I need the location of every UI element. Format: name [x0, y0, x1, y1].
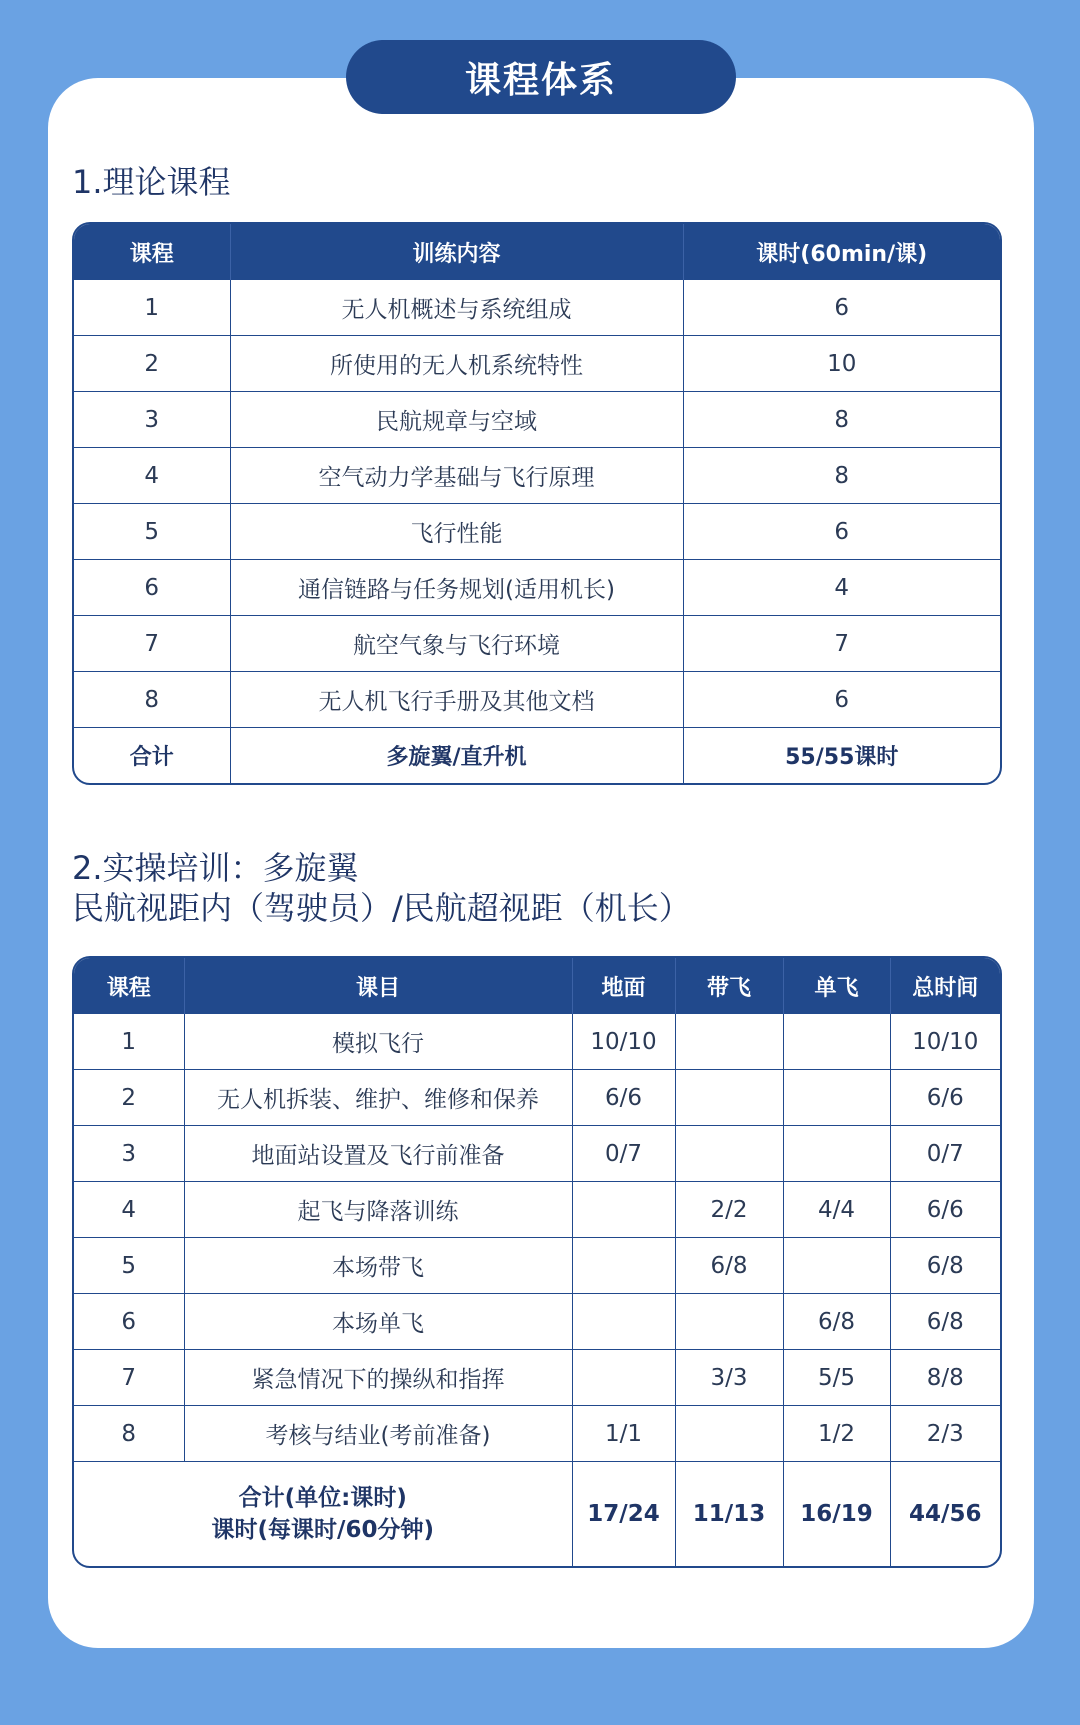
table-row	[74, 560, 1000, 616]
table-row	[74, 448, 1000, 504]
header-ground: 地面	[572, 958, 675, 1014]
cell-course-number: 2	[74, 336, 230, 392]
cell-subject: 地面站设置及飞行前准备	[184, 1126, 572, 1182]
cell-hours: 10	[683, 336, 1000, 392]
cell-total-time: 8/8	[890, 1350, 1000, 1406]
cell-training-content: 航空气象与飞行环境	[230, 616, 683, 672]
cell-total-time: 0/7	[890, 1126, 1000, 1182]
cell-hours: 4	[683, 560, 1000, 616]
cell-training-content: 无人机概述与系统组成	[230, 280, 683, 336]
header-hours: 课时(60min/课)	[683, 224, 1000, 280]
cell-hours: 8	[683, 448, 1000, 504]
cell-total-time: 2/3	[890, 1406, 1000, 1462]
cell-course-number: 4	[74, 1182, 184, 1238]
cell-course-number: 4	[74, 448, 230, 504]
cell-dual-flight	[675, 1070, 783, 1126]
cell-training-content: 空气动力学基础与飞行原理	[230, 448, 683, 504]
cell-course-number: 3	[74, 1126, 184, 1182]
total-label-line2: 课时(每课时/60分钟)	[211, 1517, 434, 1543]
cell-ground: 0/7	[572, 1126, 675, 1182]
table-row	[74, 336, 1000, 392]
header-total-time: 总时间	[890, 958, 1000, 1014]
cell-dual-flight	[675, 1014, 783, 1070]
cell-course-number: 8	[74, 1406, 184, 1462]
total-label	[74, 1462, 572, 1567]
section2-heading: 2.实操培训：多旋翼	[72, 849, 359, 887]
cell-subject: 起飞与降落训练	[184, 1182, 572, 1238]
cell-solo-flight: 4/4	[783, 1182, 890, 1238]
total-type: 多旋翼/直升机	[230, 728, 683, 784]
cell-course-number: 5	[74, 1238, 184, 1294]
table-row	[74, 1182, 1000, 1238]
cell-subject: 本场带飞	[184, 1238, 572, 1294]
header-content: 训练内容	[230, 224, 683, 280]
cell-solo-flight	[783, 1238, 890, 1294]
cell-course-number: 8	[74, 672, 230, 728]
practical-training-table	[72, 956, 1002, 1568]
cell-training-content: 所使用的无人机系统特性	[230, 336, 683, 392]
cell-ground: 10/10	[572, 1014, 675, 1070]
theory-course-table	[72, 222, 1002, 785]
cell-solo-flight: 5/5	[783, 1350, 890, 1406]
cell-subject: 无人机拆装、维护、维修和保养	[184, 1070, 572, 1126]
cell-dual-flight: 6/8	[675, 1238, 783, 1294]
cell-dual-flight	[675, 1406, 783, 1462]
cell-ground: 1/1	[572, 1406, 675, 1462]
cell-total-time: 6/6	[890, 1182, 1000, 1238]
cell-ground: 6/6	[572, 1070, 675, 1126]
table-row	[74, 1014, 1000, 1070]
table-row	[74, 504, 1000, 560]
cell-hours: 6	[683, 504, 1000, 560]
header-solo-flight: 单飞	[783, 958, 890, 1014]
table-row	[74, 1070, 1000, 1126]
header-course: 课程	[74, 224, 230, 280]
total-dual-flight: 11/13	[675, 1462, 783, 1567]
table-row	[74, 1126, 1000, 1182]
cell-dual-flight: 3/3	[675, 1350, 783, 1406]
cell-ground	[572, 1182, 675, 1238]
cell-dual-flight: 2/2	[675, 1182, 783, 1238]
header-dual-flight: 带飞	[675, 958, 783, 1014]
total-row	[74, 1462, 1000, 1567]
cell-solo-flight	[783, 1014, 890, 1070]
cell-hours: 8	[683, 392, 1000, 448]
cell-course-number: 6	[74, 1294, 184, 1350]
cell-ground	[572, 1294, 675, 1350]
table-row	[74, 616, 1000, 672]
cell-solo-flight: 1/2	[783, 1406, 890, 1462]
table-header-row	[74, 224, 1000, 280]
cell-hours: 6	[683, 280, 1000, 336]
cell-subject: 本场单飞	[184, 1294, 572, 1350]
cell-solo-flight	[783, 1126, 890, 1182]
cell-course-number: 1	[74, 1014, 184, 1070]
cell-course-number: 2	[74, 1070, 184, 1126]
cell-total-time: 10/10	[890, 1014, 1000, 1070]
table-row	[74, 1294, 1000, 1350]
cell-subject: 考核与结业(考前准备)	[184, 1406, 572, 1462]
cell-dual-flight	[675, 1294, 783, 1350]
cell-total-time: 6/8	[890, 1294, 1000, 1350]
section2-subheading: 民航视距内（驾驶员）/民航超视距（机长）	[72, 889, 691, 927]
table-row	[74, 1350, 1000, 1406]
cell-subject: 模拟飞行	[184, 1014, 572, 1070]
cell-total-time: 6/8	[890, 1238, 1000, 1294]
total-ground: 17/24	[572, 1462, 675, 1567]
cell-course-number: 3	[74, 392, 230, 448]
cell-training-content: 通信链路与任务规划(适用机长)	[230, 560, 683, 616]
total-label-line1: 合计(单位:课时)	[238, 1485, 407, 1511]
table-row	[74, 280, 1000, 336]
cell-course-number: 5	[74, 504, 230, 560]
cell-course-number: 7	[74, 616, 230, 672]
cell-dual-flight	[675, 1126, 783, 1182]
table-row	[74, 392, 1000, 448]
total-label: 合计	[74, 728, 230, 784]
total-hours: 55/55课时	[785, 745, 899, 770]
cell-subject: 紧急情况下的操纵和指挥	[184, 1350, 572, 1406]
total-solo-flight: 16/19	[783, 1462, 890, 1567]
cell-training-content: 民航规章与空域	[230, 392, 683, 448]
cell-training-content: 无人机飞行手册及其他文档	[230, 672, 683, 728]
total-row	[74, 728, 1000, 784]
cell-course-number: 1	[74, 280, 230, 336]
header-subject: 课目	[184, 958, 572, 1014]
total-time: 44/56	[909, 1501, 982, 1527]
table-header-row	[74, 958, 1000, 1014]
cell-hours: 7	[683, 616, 1000, 672]
cell-course-number: 6	[74, 560, 230, 616]
table-row	[74, 1406, 1000, 1462]
table-row	[74, 672, 1000, 728]
section1-heading: 1.理论课程	[72, 163, 231, 201]
cell-course-number: 7	[74, 1350, 184, 1406]
cell-hours: 6	[683, 672, 1000, 728]
cell-solo-flight: 6/8	[783, 1294, 890, 1350]
cell-total-time: 6/6	[890, 1070, 1000, 1126]
page-title: 课程体系	[346, 40, 736, 114]
cell-training-content: 飞行性能	[230, 504, 683, 560]
header-course: 课程	[74, 958, 184, 1014]
table-row	[74, 1238, 1000, 1294]
cell-solo-flight	[783, 1070, 890, 1126]
cell-ground	[572, 1238, 675, 1294]
cell-ground	[572, 1350, 675, 1406]
